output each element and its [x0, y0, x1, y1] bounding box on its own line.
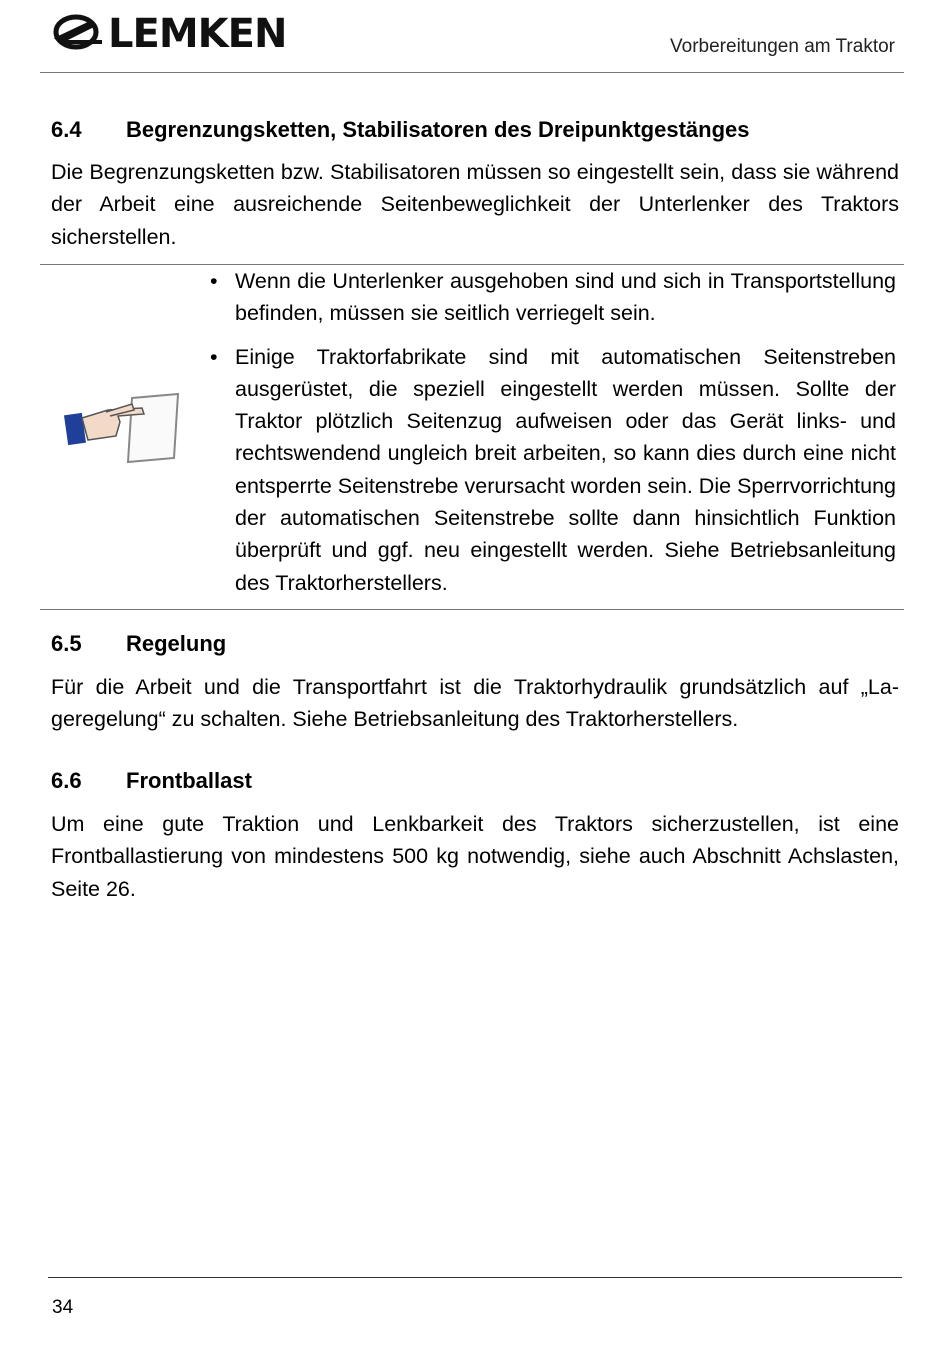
page-header-title: Vorbereitungen am Traktor	[670, 36, 895, 57]
lemken-logo	[52, 10, 308, 60]
note-text: Wenn die Unterlenker ausgehoben sind und sich in Transportstellung befinden, müssen sie seitlich verriegelt sein.	[235, 269, 896, 326]
note-item	[210, 341, 896, 599]
note-bottom-divider	[40, 609, 904, 610]
header-divider	[40, 72, 904, 73]
section-heading-6-4	[51, 116, 749, 144]
brand-name: LEMKEN	[108, 11, 287, 57]
pointing-hand-icon	[62, 392, 182, 464]
section-number: 6.6	[51, 768, 82, 793]
page-number: 34	[52, 1297, 74, 1318]
section-number: 6.4	[51, 117, 82, 142]
bullet-icon: •	[210, 344, 218, 369]
note-text: Einige Traktorfabrikate sind mit automatischen Seitenstreben ausgerüstet, die speziell eingestellt werden müssen. Sollte der Traktor plötzlich Seitenzug aufweisen oder das Gerät links- und rechtswendend ungleich breit arbeiten, so kann dies durch eine nicht entsperrte Seitenstrebe verursacht worden sein. Die Sperrvorrichtung der automatischen Seitenstrebe sollte dann hinsichtlich Funktion überprüft und ggf. neu eingestellt werden. Siehe Betriebsanleitung des Traktorherstellers.	[235, 344, 896, 595]
section-text-6-6: Um eine gute Traktion und Lenkbarkeit des Traktors sicherzustellen, ist eine Frontballastierung von mindestens 500 kg notwendig, siehe auch Abschnitt Achslasten, Seite 26.	[51, 812, 899, 901]
section-text-6-4: Die Begrenzungsketten bzw. Stabilisatoren müssen so eingestellt sein, dass sie während der Arbeit eine ausreichende Seitenbeweglichkeit der Unterlenker des Traktors sicherstellen.	[51, 160, 899, 249]
note-list	[210, 265, 896, 610]
section-number: 6.5	[51, 631, 82, 656]
section-title: Frontballast	[126, 768, 252, 793]
section-heading-6-5	[51, 630, 226, 658]
bullet-icon: •	[210, 269, 218, 293]
section-title: Begrenzungsketten, Stabilisatoren des Dreipunktgestänges	[126, 117, 750, 142]
section-text-6-5: Für die Arbeit und die Transportfahrt ist die Traktorhydraulik grundsätzlich auf „Lageregelung“ zu schalten. Siehe Betriebsanleitung des Traktorherstellers.	[51, 675, 899, 732]
section-title: Regelung	[126, 631, 227, 656]
section-heading-6-6	[51, 767, 252, 795]
footer-divider	[48, 1277, 902, 1278]
lemken-logo-icon	[52, 12, 108, 56]
note-item	[210, 265, 896, 330]
